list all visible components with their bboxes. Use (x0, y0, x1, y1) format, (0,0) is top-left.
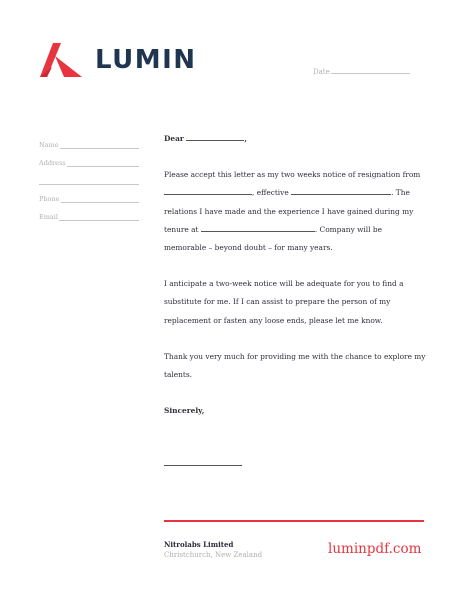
footer-divider (164, 520, 424, 522)
date-label: Date (313, 68, 330, 76)
signature-line[interactable] (164, 465, 242, 466)
phone-label: Phone (39, 195, 60, 203)
brand-name: LUMIN (95, 45, 197, 75)
date-field[interactable] (313, 68, 410, 76)
closing: Sincerely, (164, 406, 205, 416)
name-label: Name (39, 141, 59, 149)
lumin-logo-mark-icon (40, 43, 82, 77)
company-city: Christchurch, New Zealand (164, 551, 263, 559)
email-field[interactable] (39, 203, 139, 221)
letter-body (164, 130, 426, 420)
paragraph-3: Thank you very much for providing me with the chance to explore my talents. (164, 351, 426, 380)
sender-info (39, 131, 139, 221)
salutation: Dear , (164, 134, 247, 143)
phone-field[interactable] (39, 185, 139, 203)
company-blank[interactable] (201, 226, 315, 232)
website-link[interactable]: luminpdf.com (328, 541, 422, 557)
paragraph-2: I anticipate a two-week notice will be adequate for you to find a substitute for me. If I can assist to prepare the person of my replacement or fasten any loose ends, please let me know. (164, 279, 404, 325)
company-name: Nitrolabs Limited (164, 540, 234, 549)
name-field[interactable] (39, 131, 139, 149)
address-field[interactable] (39, 149, 139, 167)
address-label: Address (39, 159, 66, 167)
date-rule (331, 73, 410, 74)
address-line-2-field[interactable] (39, 167, 139, 185)
recipient-blank[interactable] (186, 135, 244, 141)
lumin-logo (40, 43, 197, 77)
paragraph-1: Please accept this letter as my two weeks notice of resignation from , effective . The relations I have made and the experience I have gained during my tenure at . Company will be memorable – beyond doubt – for many years. (164, 170, 421, 253)
email-label: Email (39, 213, 58, 221)
effective-date-blank[interactable] (291, 189, 391, 195)
employer-blank[interactable] (164, 189, 252, 195)
